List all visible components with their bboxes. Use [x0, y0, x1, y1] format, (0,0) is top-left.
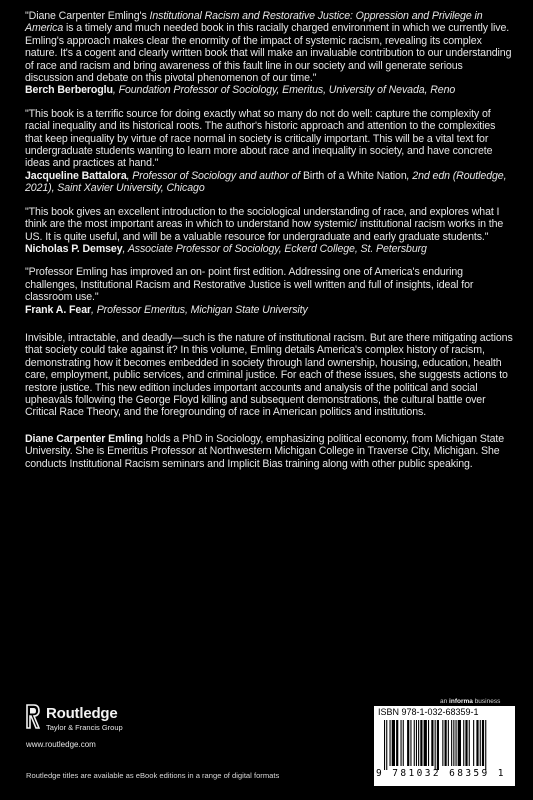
publisher-website: www.routledge.com	[26, 740, 96, 749]
barcode-bar	[437, 720, 439, 770]
barcode-icon	[384, 720, 506, 770]
reviewer-role: , Associate Professor of Sociology, Eckerd College, St. Petersburg	[122, 242, 427, 255]
barcode-bar	[480, 720, 481, 766]
informa-logo-text: informa	[449, 698, 473, 705]
review-quote: "Professor Emling has improved an on- point first edition. Addressing one of America's enduring challenges, Institutional Racism and Restorative Justice is well written and full of insights, ideal for classroom use."	[25, 266, 474, 304]
reviewer-name: Berch Berberoglu	[25, 84, 113, 97]
review-attribution	[25, 304, 513, 316]
barcode-bar	[453, 720, 454, 766]
informa-text: an	[440, 698, 450, 705]
review-quote: "This book gives an excellent introduction to the sociological understanding of race, and explores what I think are the most important areas in which to understand how systemic/ institutional racism works in the US. It is quite useful, and will be a valuable resource for undergraduate and early graduate students."	[25, 205, 504, 243]
barcode-bar	[451, 720, 452, 766]
book-title-italic: Institutional Racism and Restorative Justice: Oppression and Privilege in America	[25, 10, 483, 35]
barcode-bar	[442, 720, 443, 766]
barcode-bar	[386, 720, 387, 770]
barcode-bar	[473, 720, 474, 766]
barcode-bar	[401, 720, 402, 766]
barcode-bar	[384, 720, 385, 770]
barcode-bar	[418, 720, 419, 766]
barcode-bar	[458, 720, 461, 766]
barcode-bar	[456, 720, 457, 766]
barcode-bar	[485, 720, 486, 770]
review-quote: "This book is a terrific source for doing exactly what so many do not do well: capture the complexity of racial inequality and its historical roots. The author's historic approach and attention to the complexities that keep inequality by virtue of race normal in society is critically important. This will be a vital text for undergraduate students wanting to learn more about race and inequality in society, and have concrete ideas and practices at hand."	[25, 107, 496, 170]
isbn-label: ISBN 978-1-032-68359-1	[378, 707, 479, 717]
review-quote	[25, 10, 513, 84]
author-bio-text: holds a PhD in Sociology, emphasizing political economy, from Michigan State University. She is Emeritus Professor at Northwestern Michigan College in Traverse City, Michigan. She conducts Institutional Racism seminars and Implicit Bias training along with other public speaking.	[25, 432, 504, 470]
review	[25, 266, 513, 316]
barcode-bar	[420, 720, 422, 766]
publisher-group: Taylor & Francis Group	[46, 723, 123, 732]
informa-business-line	[440, 698, 500, 705]
barcode-bar	[410, 720, 411, 766]
review-attribution	[25, 243, 513, 255]
barcode-bar	[407, 720, 409, 766]
barcode-bar	[424, 720, 427, 766]
cover-text	[25, 10, 513, 470]
review-attribution	[25, 170, 513, 195]
informa-text: business	[472, 698, 501, 705]
ebook-note: Routledge titles are available as eBook editions in a range of digital formats	[26, 771, 280, 780]
barcode-box	[374, 706, 515, 786]
barcode-digits: 9 781032 68359 1	[376, 768, 506, 779]
reviewer-role: , Professor Emeritus, Michigan State University	[91, 303, 308, 316]
reviewer-role: , 2nd edn (Routledge, 2021), Saint Xavier University, Chicago	[25, 169, 507, 195]
barcode-bar	[445, 720, 447, 766]
barcode-bar	[392, 720, 395, 766]
review-attribution	[25, 84, 513, 96]
review	[25, 108, 513, 195]
review	[25, 206, 513, 256]
reviewer-name: Nicholas P. Demsey	[25, 242, 123, 255]
author-bio	[25, 433, 513, 470]
barcode-bar	[396, 720, 398, 766]
reviewer-role: , Professor of Sociology and author of	[126, 169, 303, 182]
quote-text: is a timely and much needed book in this racially charged environment in which we currently live. Emling's approach makes clear the enormity of the impact of systemic racism, revealing its complex nature. It's a cogent and clearly written book that will make an invaluable contribution to our understanding of race and racism and bring awareness of this fault line in our society and will generate serious discussion and debate on this pivotal phenomenon of our time."	[25, 22, 512, 85]
barcode-bar	[431, 720, 433, 766]
barcode-bar	[428, 720, 429, 766]
barcode-bar	[463, 720, 464, 766]
routledge-logo-icon	[26, 704, 40, 730]
barcode-bar	[476, 720, 478, 766]
barcode-bar	[465, 720, 467, 766]
reviewer-book-title: Birth of a White Nation	[302, 169, 407, 182]
barcode-bar	[414, 720, 415, 766]
reviewer-role: , Foundation Professor of Sociology, Emeritus, University of Nevada, Reno	[112, 84, 456, 97]
reviewer-name: Jacqueline Battalora	[25, 169, 127, 182]
publisher-name: Routledge	[46, 705, 118, 722]
barcode-bar	[416, 720, 417, 766]
review	[25, 10, 513, 97]
barcode-bar	[435, 720, 436, 770]
barcode-bar	[469, 720, 470, 766]
quote-text: "Diane Carpenter Emling's	[25, 10, 150, 22]
author-name: Diane Carpenter Emling	[25, 432, 143, 445]
book-description: Invisible, intractable, and deadly—such is the nature of institutional racism. But are there mitigating actions that society could take against it? In this volume, Emling details America's complex history of racism, demonstrating how it becomes embedded in society through land ownership, housing, education, health care, employment, public services, and criminal justice. For each of these issues, she suggests actions to restore justice. This new edition includes important accounts and analysis of the political and social upheavals following the George Floyd killing and subsequent demonstrations, the cultural battle over Critical Race Theory, and the foregrounding of race in American politics and institutions.	[25, 331, 513, 419]
reviewer-name: Frank A. Fear	[25, 303, 92, 316]
barcode-bar	[482, 720, 484, 766]
barcode-bar	[403, 720, 404, 766]
barcode-bar	[390, 720, 391, 766]
barcode-bar	[448, 720, 449, 766]
